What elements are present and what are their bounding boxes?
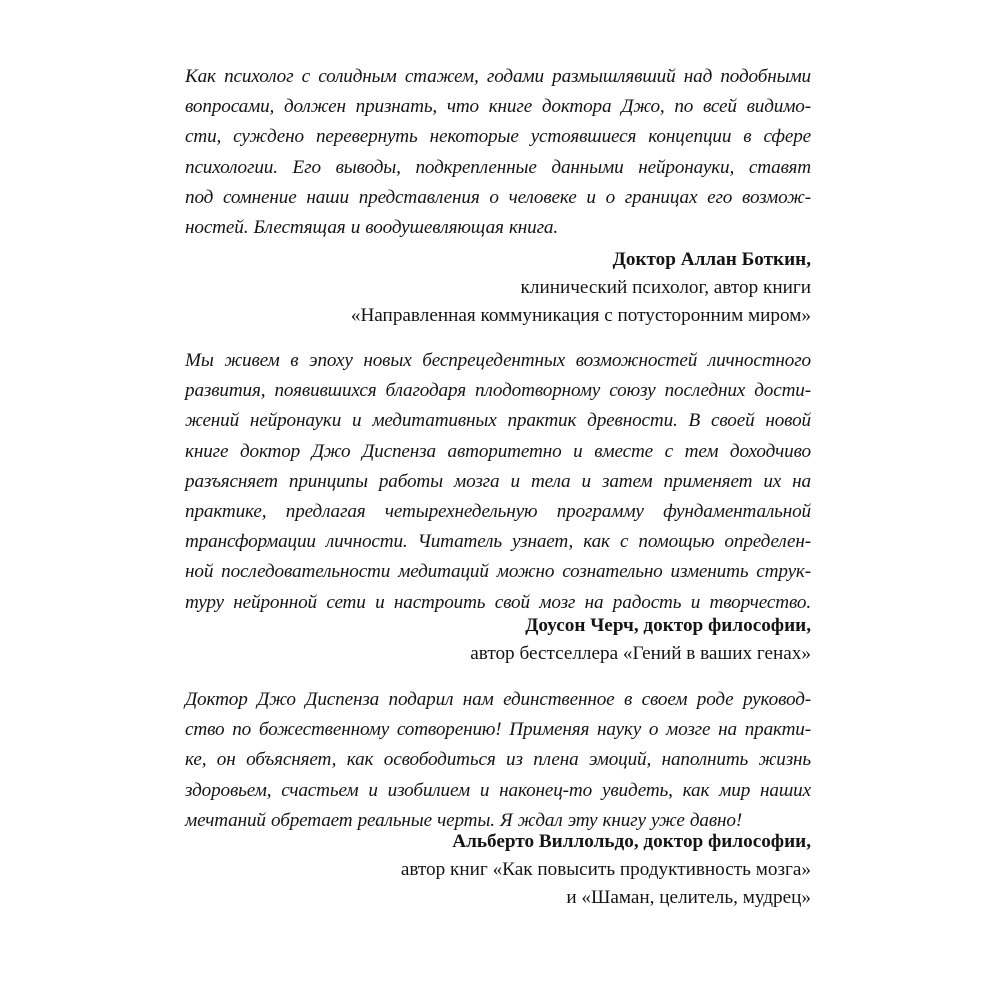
quote-line: трансформации личности. Читатель узнает, как с помощью определен- [185, 531, 811, 553]
quote-line: ной последовательности медитаций можно сознательно изменить струк- [185, 561, 811, 583]
quote-line: ностей. Блестящая и воодушевляющая книга. [185, 217, 559, 239]
author-role: и «Шаман, целитель, мудрец» [566, 887, 811, 908]
testimonial-quote-2 [185, 346, 811, 618]
author-role: «Направленная коммуникация с потусторонним миром» [350, 305, 811, 326]
quote-line: практике, предлагая четырехнедельную программу фундаментальной [185, 501, 811, 523]
quote-line: туру нейронной сети и настроить свой мозг на радость и творчество. [185, 591, 811, 613]
testimonial-attribution-3 [185, 828, 811, 912]
testimonial-quote-1 [185, 62, 811, 243]
quote-line: вопросами, должен признать, что книге доктора Джо, по всей видимо- [185, 96, 811, 118]
quote-line: мечтаний обретает реальные черты. Я ждал эту книгу уже давно! [185, 809, 743, 831]
quote-line: разъясняет принципы работы мозга и тела и затем применяет их на [185, 470, 811, 492]
quote-line: Доктор Джо Диспенза подарил нам единственное в своем роде руковод- [185, 689, 811, 710]
author-role: автор книг «Как повысить продуктивность мозга» [400, 859, 811, 880]
author-name: Доктор Аллан Боткин, [612, 249, 811, 270]
author-role: автор бестселлера «Гений в ваших генах» [470, 643, 811, 664]
quote-line: здоровьем, счастьем и изобилием и наконец-то увидеть, как мир наших [185, 779, 811, 801]
author-role: клинический психолог, автор книги [520, 277, 811, 298]
quote-line: сти, суждено перевернуть некоторые устоявшиеся концепции в сфере [185, 126, 811, 148]
quote-line: ке, он объясняет, как освободиться из плена эмоций, наполнить жизнь [185, 749, 811, 771]
quote-line: психологии. Его выводы, подкрепленные данными нейронауки, ставят [185, 156, 811, 178]
quote-line: под сомнение наши представления о человеке и о границах его возмож- [185, 186, 811, 208]
author-name: Альберто Виллольдо, доктор философии, [452, 831, 811, 852]
quote-line: развития, появившихся благодаря плодотворному союзу последних дости- [185, 380, 811, 402]
quote-line: ство по божественному сотворению! Применяя науку о мозге на практи- [185, 719, 811, 741]
quote-line: жений нейронауки и медитативных практик древности. В своей новой [185, 410, 811, 432]
testimonial-quote-3 [185, 685, 811, 836]
quote-line: Как психолог с солидным стажем, годами размышлявший над подобными [185, 66, 811, 87]
author-name: Доусон Черч, доктор философии, [525, 615, 811, 636]
quote-line: Мы живем в эпоху новых беспрецедентных возможностей личностного [185, 350, 811, 371]
testimonial-attribution-2 [185, 612, 811, 668]
testimonial-attribution-1 [185, 246, 811, 330]
quote-line: книге доктор Джо Диспенза авторитетно и вместе с тем доходчиво [185, 440, 811, 462]
